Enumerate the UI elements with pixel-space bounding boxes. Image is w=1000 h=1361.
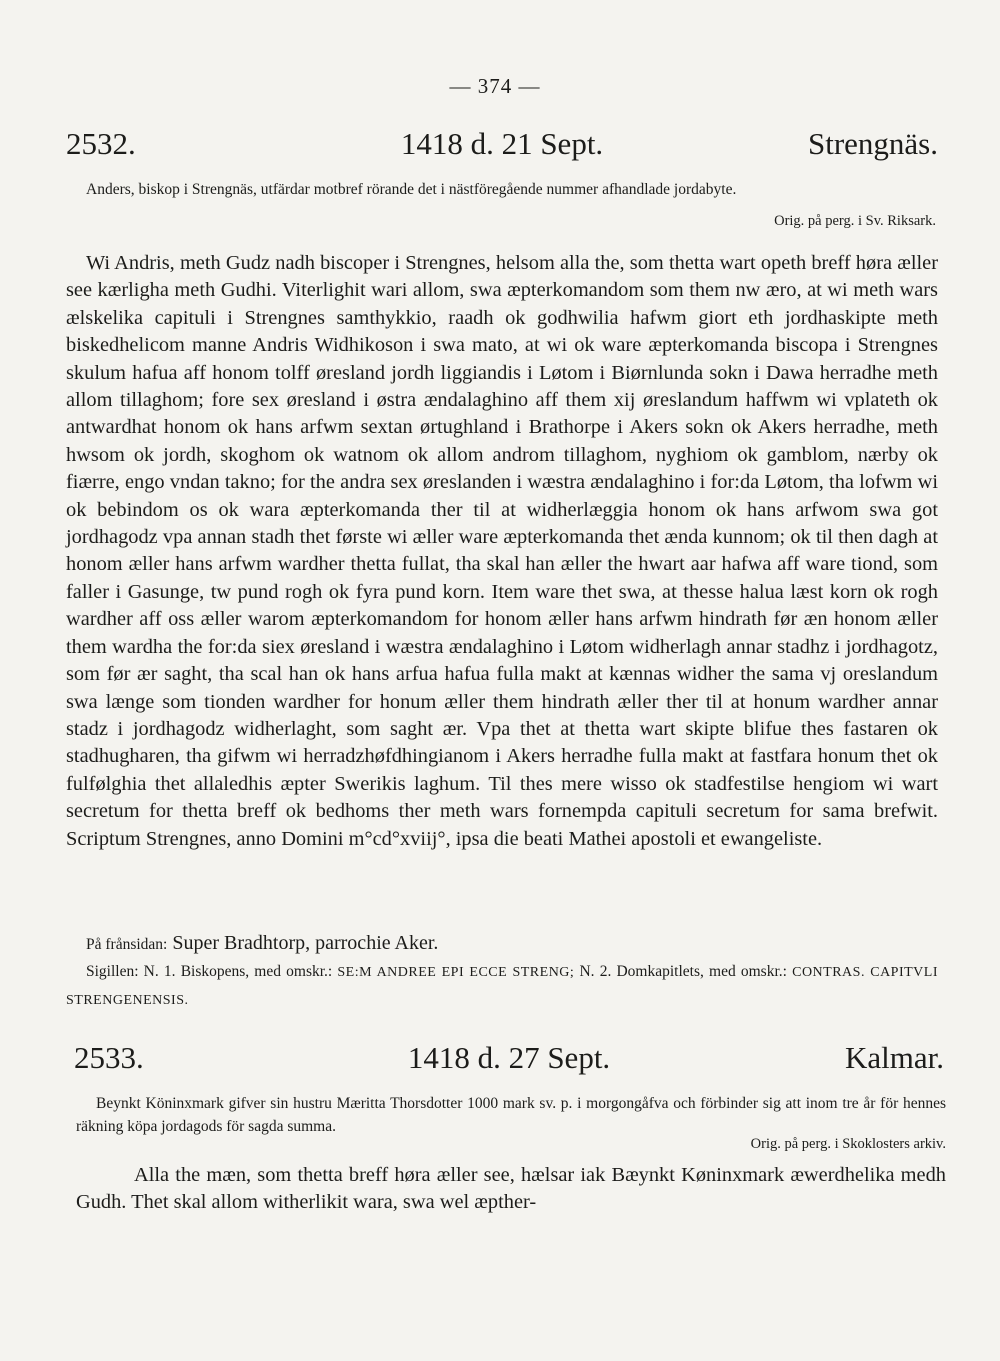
seal-caption-chapter: CONTRAS. CAPITVLI STRENGENENSIS. — [66, 965, 939, 1008]
entry-body-paragraph: Wi Andris, meth Gudz nadh biscoper i Strengnes, helsom alla the, som thetta wart opeth breff høra æller see kærligha meth Gudhi. Viterlighit wari allom, swa æpterkomandom som them nw æro, at wi meth wars ælskelika capituli i Strengnes samthykkio, raadh ok godhwilia hafwm giort eth jordhaskipte meth biskedhelicom manne Andris Widhikoson i swa mato, at wi ok ware æpterkomanda biscopa i Strengnes skulum hafua aff honom tolff øresland jordh liggiandis i Løtom i Biørnlunda sokn i Dawa herradhe meth allom tillaghom; fore sex øresland i østra ændalaghino aff them xij øreslandum haffwm wi vplateth ok antwardhat honom ok hans arfwm sextan ørtughland i Brathorpe i Akers sokn ok Akers herradhe, meth hwsom ok jordh, skoghom ok watnom ok allom androm tillaghom, nyghiom ok gamblom, nærby ok fiærre, engo vndan takno; for the andra sex øreslanden i wæstra ændalaghino i for:da Løtom, tha lofwm wi ok bebindom os ok wara æpterkomanda ther til at widherlæggia honom ok hans arfwom swa got jordhagodz vpa annan stadh thet første wi æller ware æpterkomanda thet ænda kunnom; ok til then dagh at honom æller hans arfwm wardher thetta fullat, tha skal han æller the hwart aar hafwa aff ware tiond, som faller i Gasunge, tw pund rogh ok fyra pund korn. Item ware thet swa, at thesse halua læst korn ok rogh wardher aff oss æller warom æpterkomandom for honom æller hans arfwm hindrath før æn honom æller them wardha the for:da siex øresland i wæstra ændalaghino i Løtom widherlagh annar stadhz i jordhagotz, som før ær saght, tha scal han ok hans arfua hafua fulla makt at kænnas widher the sama vj oreslandum swa længe som tionden wardher for honum æller them hindrath æller ther til at honum wardher annar stadz i jordhagodz widherlaght, som saght ær. Vpa thet at thetta wart skipte blifue thes fastaren ok stadhugharen, tha gifwm wi herradzhøfdhingianom i Akers herradhe fulla makt at fastfara honum thet ok fulfølghia thet allaledhis æpter Swerikis laghum. Til thes mere wisso ok stadfestilse hengiom wi wart secretum for thetta breff ok bedhoms ther meth wars fornempda capituli secretum for sama brefwit. Scriptum Strengnes, anno Domini m°cd°xviij°, ipsa die beati Mathei apostoli et ewangeliste. — [66, 252, 938, 850]
entry-body-paragraph: Alla the mæn, som thetta breff høra æller see, hælsar iak Bæynkt Køninxmark æwerdhelika medh Gudh. Thet skal allom witherlikit wara, swa wel æpther- — [76, 1164, 946, 1214]
front-side-note — [86, 932, 438, 955]
entry-place: Kalmar. — [845, 1040, 944, 1075]
entry-source: Orig. på perg. i Skoklosters arkiv. — [750, 1136, 946, 1152]
seal-caption-bishop: SE:M ANDREE EPI ECCE STRENG; — [337, 965, 575, 980]
entry-summary: Anders, biskop i Strengnäs, utfärdar motbref rörande det i nästföregående nummer afhandlade jordabyte. — [86, 181, 737, 198]
seals-note — [66, 958, 938, 1014]
seals-middle: N. 2. Domkapitlets, med omskr.: — [579, 963, 787, 980]
entry-body — [76, 1162, 946, 1217]
entry-body — [66, 250, 938, 853]
front-side-label: På frånsidan: — [86, 936, 168, 953]
entry-source: Orig. på perg. i Sv. Riksark. — [774, 213, 936, 229]
entry-date: 1418 d. 21 Sept. — [400, 126, 604, 161]
entry-header — [66, 126, 938, 166]
entry-summary: Beynkt Köninxmark gifver sin hustru Mæritta Thorsdotter 1000 mark sv. p. i morgongåfva och förbinder sig att inom tre år för hennes räkning köpa jordagods för sagda summa. — [76, 1095, 946, 1135]
entry-number: 2532. — [66, 126, 136, 161]
entry-header — [74, 1040, 944, 1080]
entry-number: 2533. — [74, 1040, 144, 1075]
page-number: — 374 — — [449, 74, 541, 98]
entry-date: 1418 d. 27 Sept. — [407, 1040, 611, 1075]
front-side-text: Super Bradhtorp, parrochie Aker. — [172, 932, 439, 954]
entry-place: Strengnäs. — [807, 126, 938, 161]
seals-prefix: Sigillen: N. 1. Biskopens, med omskr.: — [86, 963, 333, 980]
